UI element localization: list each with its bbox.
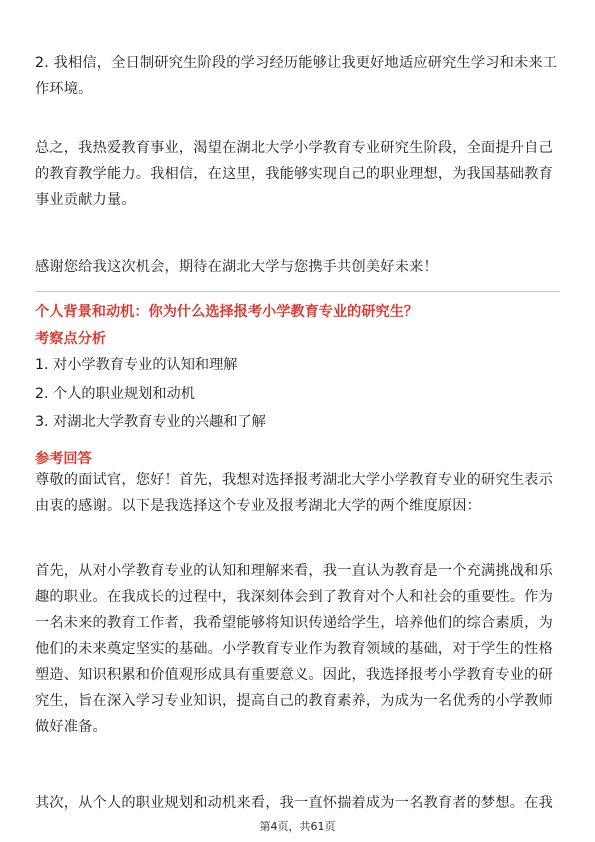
answer-paragraph-1 xyxy=(35,467,560,519)
answer-paragraph-2 xyxy=(35,558,560,740)
text-line: 感谢您给我这次机会，期待在湖北大学与您携手共创美好未来！ xyxy=(35,259,438,275)
text-line: 他们的未来奠定坚实的基础。小学教育专业作为教育领域的基础，对于学生的性格 xyxy=(35,641,553,657)
analysis-point-3: 3. 对湖北大学教育专业的兴趣和了解 xyxy=(35,414,266,430)
analysis-heading: 考察点分析 xyxy=(35,331,106,347)
text-line: 其次，从个人的职业规划和动机来看，我一直怀揣着成为一名教育者的梦想。在我 xyxy=(35,795,553,811)
text-line: 究生，旨在深入学习专业知识，提高自己的教育素养，为成为一名优秀的小学教师 xyxy=(35,693,553,709)
text-line: 塑造、知识积累和价值观形成具有重要意义。因此，我选择报考小学教育专业的研 xyxy=(35,667,553,683)
text-line: 事业贡献力量。 xyxy=(35,192,136,208)
text-line: 首先，从对小学教育专业的认知和理解来看，我一直认为教育是一个充满挑战和乐 xyxy=(35,563,553,579)
section-divider xyxy=(35,291,560,292)
text-line: 作环境。 xyxy=(35,81,93,97)
text-line: 由衷的感谢。以下是我选择这个专业及报考湖北大学的两个维度原因： xyxy=(35,498,482,514)
page-number: 第4页，共61页 xyxy=(259,820,336,833)
intro-paragraph-2 xyxy=(35,135,560,213)
answer-heading: 参考回答 xyxy=(35,451,92,467)
analysis-point-1: 1. 对小学教育专业的认知和理解 xyxy=(35,357,238,373)
question-title: 个人背景和动机：你为什么选择报考小学教育专业的研究生？ xyxy=(35,304,419,320)
intro-paragraph-1 xyxy=(35,50,560,102)
text-line: 2. 我相信，全日制研究生阶段的学习经历能够让我更好地适应研究生学习和未来工 xyxy=(35,55,558,71)
text-line: 尊敬的面试官，您好！首先，我想对选择报考湖北大学小学教育专业的研究生表示 xyxy=(35,472,553,488)
intro-paragraph-3 xyxy=(35,254,560,280)
answer-paragraph-3 xyxy=(35,790,560,816)
text-line: 做好准备。 xyxy=(35,719,107,735)
text-line: 的教育教学能力。我相信，在这里，我能够实现自己的职业理想，为我国基础教育 xyxy=(35,166,553,182)
analysis-point-2: 2. 个人的职业规划和动机 xyxy=(35,386,195,402)
text-line: 总之，我热爱教育事业，渴望在湖北大学小学教育专业研究生阶段，全面提升自己 xyxy=(35,140,553,156)
text-line: 一名未来的教育工作者，我希望能够将知识传递给学生，培养他们的综合素质，为 xyxy=(35,615,553,631)
text-line: 趣的职业。在我成长的过程中，我深刻体会到了教育对个人和社会的重要性。作为 xyxy=(35,589,553,605)
